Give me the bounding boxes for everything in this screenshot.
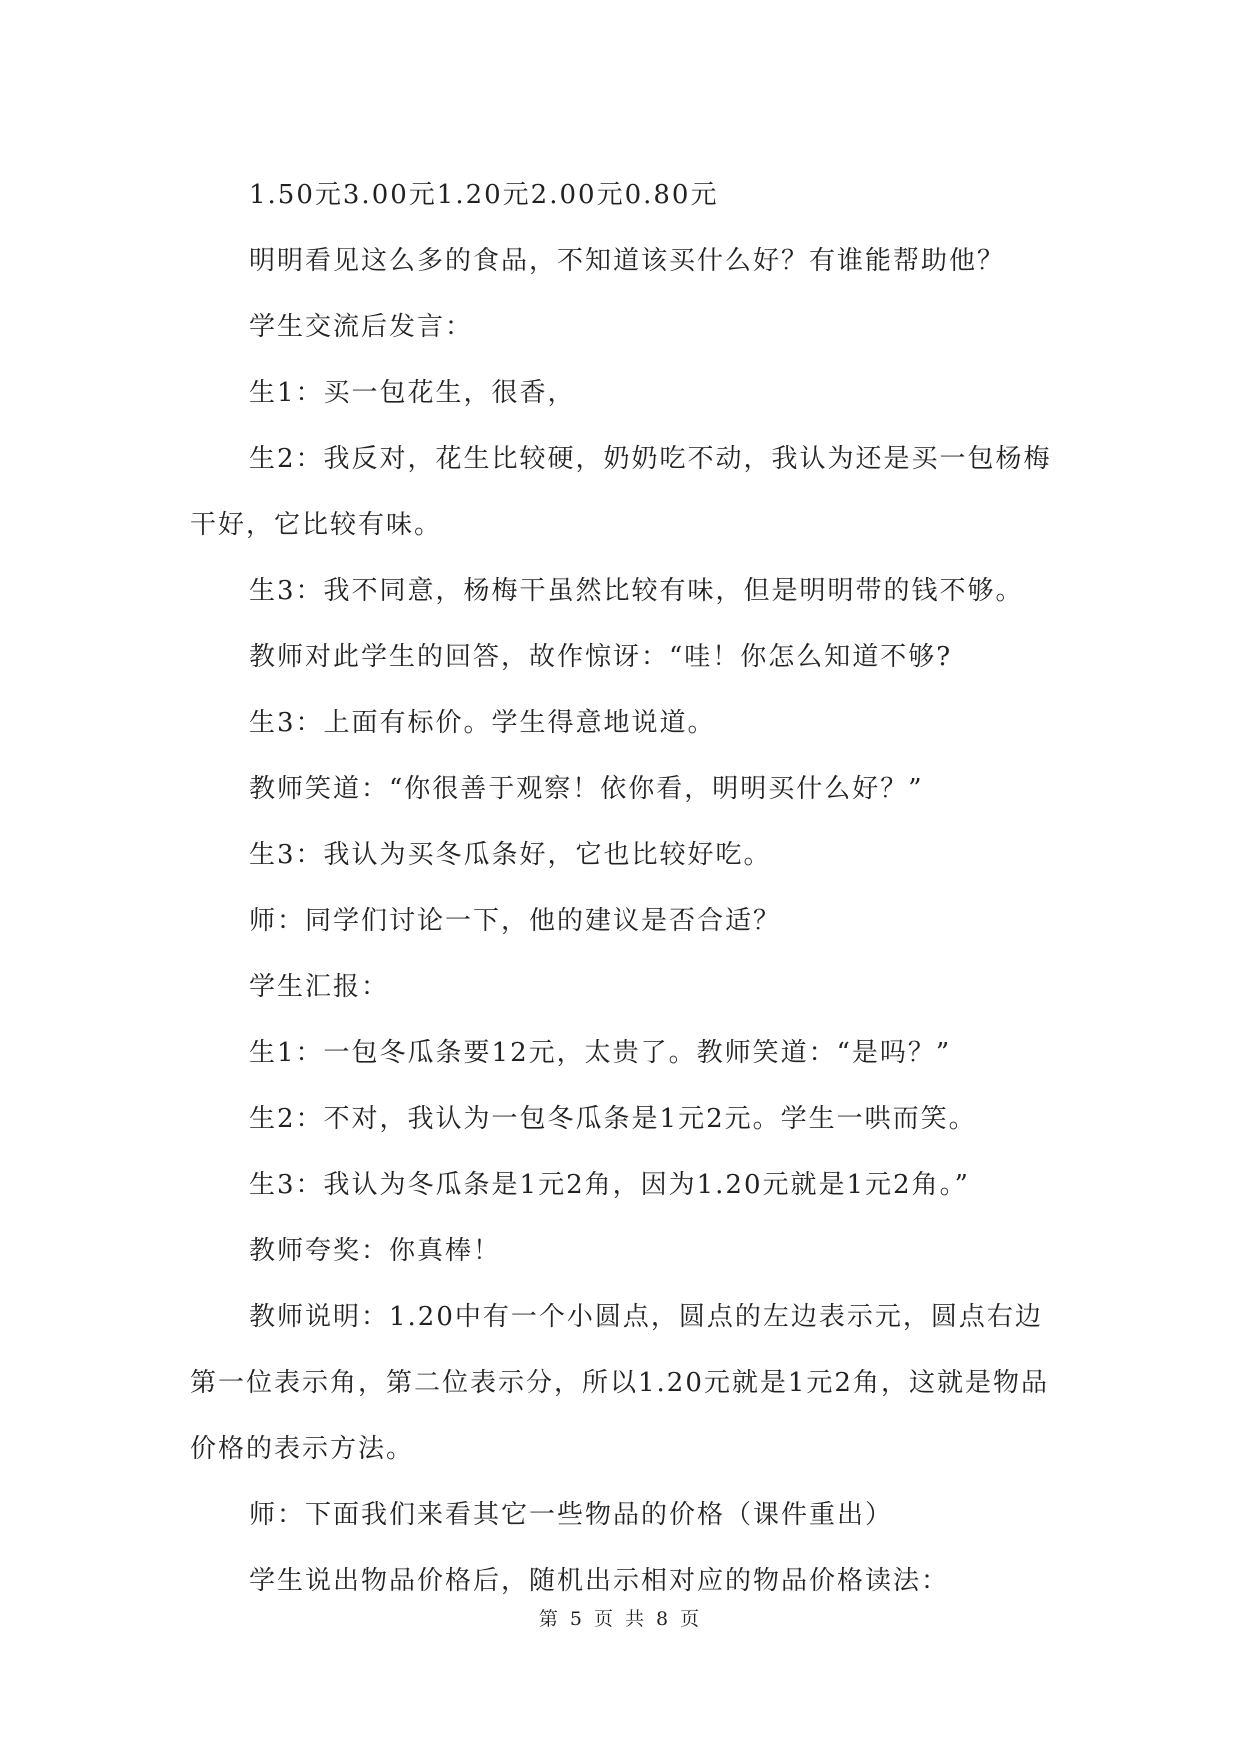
paragraph: 教师夸奖：你真棒！ <box>249 1236 502 1266</box>
paragraph: 教师对此学生的回答，故作惊讶：“哇！你怎么知道不够? <box>249 642 953 672</box>
paragraph: 教师说明：1.20中有一个小圆点，圆点的左边表示元，圆点右边第一位表示角，第二位表示分，所以1.20元就是1元2角，这就是物品价格的表示方法。 <box>190 1302 1049 1464</box>
paragraph: 生1：一包冬瓜条要12元，太贵了。教师笑道：“是吗？” <box>249 1038 952 1068</box>
document-body <box>190 162 1052 1614</box>
paragraph: 生2：我反对，花生比较硬，奶奶吃不动，我认为还是买一包杨梅干好，它比较有味。 <box>190 444 1052 540</box>
paragraph: 生3：我认为冬瓜条是1元2角，因为1.20元就是1元2角。” <box>249 1170 970 1200</box>
paragraph: 生1：买一包花生，很香， <box>249 378 576 408</box>
paragraph: 学生交流后发言： <box>249 312 474 342</box>
paragraph: 生3：上面有标价。学生得意地说道。 <box>249 708 716 738</box>
paragraph: 师：同学们讨论一下，他的建议是否合适？ <box>249 906 782 936</box>
paragraph: 教师笑道：“你很善于观察！依你看，明明买什么好？” <box>249 774 924 804</box>
paragraph: 1.50元3.00元1.20元2.00元0.80元 <box>249 180 719 210</box>
paragraph: 明明看见这么多的食品，不知道该买什么好？有谁能帮助他？ <box>249 246 1006 276</box>
paragraph: 学生说出物品价格后，随机出示相对应的物品价格读法： <box>249 1566 950 1596</box>
page-number-footer: 第 5 页 共 8 页 <box>538 1608 703 1630</box>
paragraph: 师：下面我们来看其它一些物品的价格（课件重出） <box>249 1500 894 1530</box>
paragraph: 生3：我不同意，杨梅干虽然比较有味，但是明明带的钱不够。 <box>249 576 1024 606</box>
paragraph: 生2：不对，我认为一包冬瓜条是1元2元。学生一哄而笑。 <box>249 1104 977 1134</box>
paragraph: 学生汇报： <box>249 972 390 1002</box>
paragraph: 生3：我认为买冬瓜条好，它也比较好吃。 <box>249 840 772 870</box>
